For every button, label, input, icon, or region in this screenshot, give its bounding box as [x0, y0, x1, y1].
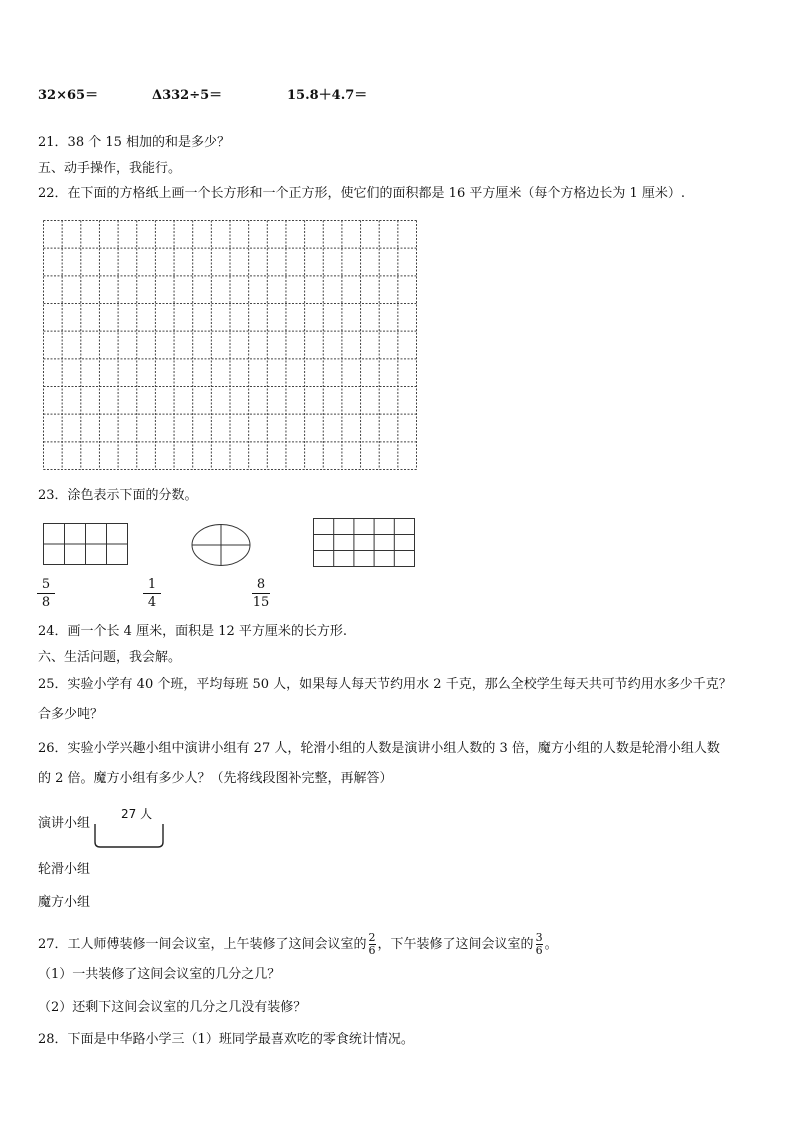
rectangle-3x5-grid [313, 518, 416, 568]
question-24: 24．画一个长 4 厘米，面积是 12 平方厘米的长方形. [38, 624, 348, 639]
fraction-1-4: 1 4 [143, 577, 161, 610]
question-26-line-1: 26．实验小学兴趣小组中演讲小组有 27 人，轮滑小组的人数是演讲小组人数的 3 倍，魔方小组的人数是轮滑小组人数 [38, 741, 720, 756]
calc-1: 32×65＝ [38, 88, 99, 103]
circle-quartered [190, 523, 252, 567]
question-22: 22．在下面的方格纸上画一个长方形和一个正方形，使它们的面积都是 16 平方厘米（每个方格边长为 1 厘米）. [38, 186, 686, 201]
calc-2: Δ332÷5＝ [152, 88, 223, 103]
brace-label: 27 人 [121, 807, 153, 821]
question-28: 28．下面是中华路小学三（1）班同学最喜欢吃的零食统计情况。 [38, 1032, 414, 1047]
question-25-line-1: 25．实验小学有 40 个班，平均每班 50 人，如果每人每天节约用水 2 千克，那么全校学生每天共可节约用水多少千克？ [38, 677, 732, 692]
fraction-8-15: 8 15 [252, 577, 270, 610]
grid-paper [43, 220, 417, 470]
diagram-label-skating: 轮滑小组 [38, 862, 91, 877]
question-27: 27．工人师傅装修一间会议室，上午装修了这间会议室的 $\frac{2}{6}$ ，下午装修了这间会议室的 $\frac{3}{6}$ 。 [38, 931, 558, 957]
rectangle-2x4-grid [43, 523, 129, 566]
fraction-3-6: $\frac{3}{6}$ [535, 931, 543, 957]
diagram-label-speech: 演讲小组 [38, 816, 91, 831]
question-26-line-2: 的 2 倍。魔方小组有多少人？（先将线段图补完整，再解答） [38, 771, 393, 786]
question-25-line-2: 合多少吨？ [38, 707, 104, 722]
question-21: 21．38 个 15 相加的和是多少？ [38, 135, 231, 150]
question-27-part-1: （1）一共装修了这间会议室的几分之几？ [38, 967, 281, 982]
fraction-5-8: 5 8 [37, 577, 55, 610]
question-27-part-2: （2）还剩下这间会议室的几分之几没有装修？ [38, 1000, 307, 1015]
diagram-label-cube: 魔方小组 [38, 895, 91, 910]
question-23: 23．涂色表示下面的分数。 [38, 488, 198, 503]
calc-3: 15.8＋4.7＝ [287, 88, 368, 103]
fraction-2-6: $\frac{2}{6}$ [368, 931, 376, 957]
section-6-heading: 六、生活问题，我会解。 [38, 650, 182, 665]
segment-brace [93, 820, 165, 852]
section-5-heading: 五、动手操作，我能行。 [38, 161, 182, 176]
